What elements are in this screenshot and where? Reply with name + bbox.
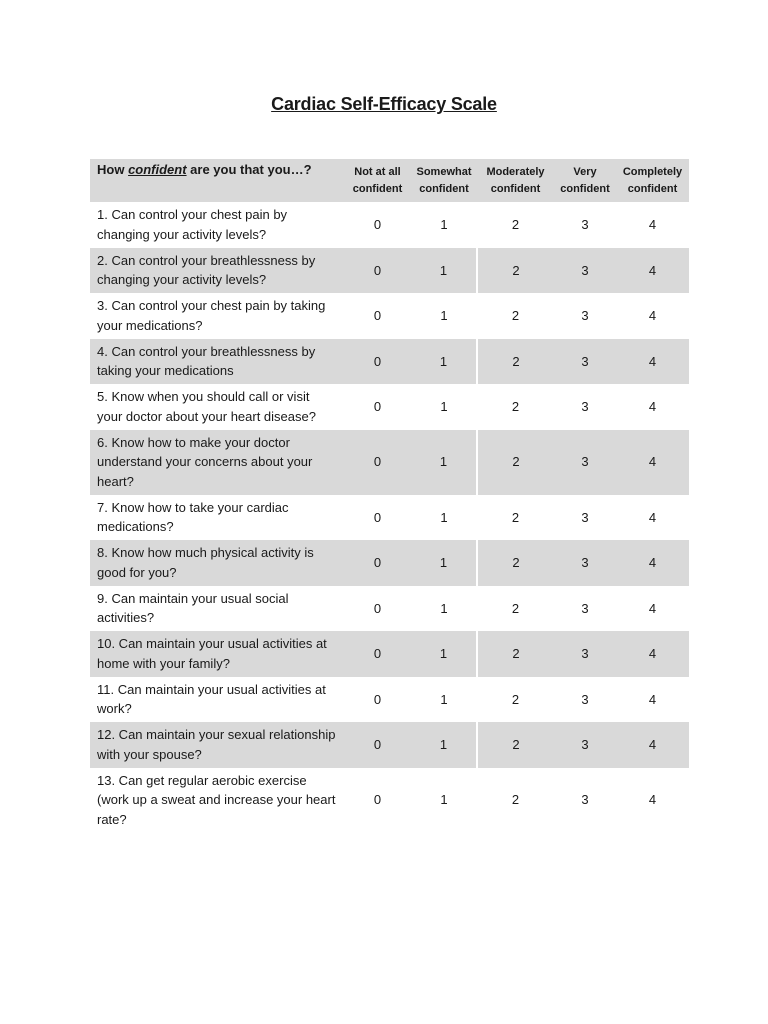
score-somewhat: 1 <box>411 248 477 294</box>
score-not-at-all: 0 <box>344 540 411 586</box>
option-header-completely: Completely confident <box>616 159 689 202</box>
score-very: 3 <box>581 217 589 232</box>
score-not-at-all: 0 <box>373 792 382 808</box>
score-somewhat: 1 <box>440 509 448 525</box>
table-row <box>90 495 689 541</box>
score-not-at-all: 0 <box>373 600 382 616</box>
item-text: 13. Can get regular aerobic exercise (work up a sweat and increase your heart rate? <box>97 772 336 827</box>
table-row <box>90 722 689 768</box>
table-row <box>90 768 689 833</box>
score-moderately: 2 <box>477 339 554 385</box>
score-somewhat: 1 <box>440 217 448 232</box>
item-text: 4. Can control your breathlessness by taking your medications <box>90 339 344 385</box>
question-suffix: are you that you…? <box>186 162 312 177</box>
table-row <box>90 339 689 385</box>
score-completely: 4 <box>648 399 657 414</box>
table-row <box>90 430 689 495</box>
score-moderately: 2 <box>477 722 554 768</box>
option-header-moderately: Moderately confident <box>477 159 554 202</box>
table-header-row <box>90 159 689 202</box>
score-moderately: 2 <box>511 792 520 808</box>
item-text: 3. Can control your chest pain by taking your medications? <box>97 298 326 333</box>
score-moderately: 2 <box>477 430 554 495</box>
score-not-at-all: 0 <box>373 509 382 525</box>
question-prefix: How <box>97 162 129 177</box>
score-moderately: 2 <box>511 399 520 414</box>
score-moderately: 2 <box>477 631 554 677</box>
score-moderately: 2 <box>511 509 520 525</box>
score-very: 3 <box>554 248 616 294</box>
score-very: 3 <box>554 540 616 586</box>
page-title: Cardiac Self-Efficacy Scale <box>271 94 497 114</box>
score-not-at-all: 0 <box>373 691 382 707</box>
score-not-at-all: 0 <box>344 631 411 677</box>
score-very: 3 <box>581 399 589 414</box>
score-very: 3 <box>581 509 589 525</box>
score-very: 3 <box>581 792 589 808</box>
score-very: 3 <box>581 600 589 616</box>
score-moderately: 2 <box>477 540 554 586</box>
score-completely: 4 <box>616 339 689 385</box>
score-somewhat: 1 <box>440 308 448 323</box>
option-header-very: Very confident <box>554 159 616 202</box>
score-very: 3 <box>554 339 616 385</box>
score-moderately: 2 <box>511 217 520 232</box>
item-text: 8. Know how much physical activity is good for you? <box>90 540 344 586</box>
question-emphasis: confident <box>128 162 187 177</box>
score-very: 3 <box>581 308 589 323</box>
item-text: 1. Can control your chest pain by changing your activity levels? <box>97 207 288 242</box>
score-somewhat: 1 <box>411 430 477 495</box>
score-not-at-all: 0 <box>373 308 382 323</box>
item-text: 9. Can maintain your usual social activities? <box>97 590 289 626</box>
item-text: 12. Can maintain your sexual relationship with your spouse? <box>90 722 344 768</box>
table-row <box>90 248 689 294</box>
score-somewhat: 1 <box>411 722 477 768</box>
table-row <box>90 293 689 339</box>
score-somewhat: 1 <box>440 792 448 808</box>
score-not-at-all: 0 <box>344 722 411 768</box>
item-text: 10. Can maintain your usual activities at home with your family? <box>90 631 344 677</box>
item-text: 6. Know how to make your doctor understand your concerns about your heart? <box>90 430 344 495</box>
table-row <box>90 677 689 723</box>
score-not-at-all: 0 <box>344 248 411 294</box>
table-row <box>90 384 689 430</box>
score-completely: 4 <box>648 600 657 616</box>
score-not-at-all: 0 <box>344 430 411 495</box>
score-completely: 4 <box>616 248 689 294</box>
item-text: 7. Know how to take your cardiac medications? <box>97 499 289 535</box>
item-text: 5. Know when you should call or visit your doctor about your heart disease? <box>97 389 316 424</box>
score-not-at-all: 0 <box>344 339 411 385</box>
option-header-not-at-all: Not at all confident <box>344 159 411 202</box>
table-row <box>90 586 689 632</box>
score-very: 3 <box>554 631 616 677</box>
score-somewhat: 1 <box>411 339 477 385</box>
score-completely: 4 <box>648 308 657 323</box>
score-completely: 4 <box>648 509 657 525</box>
score-completely: 4 <box>616 722 689 768</box>
score-very: 3 <box>554 722 616 768</box>
item-text: 2. Can control your breathlessness by changing your activity levels? <box>90 248 344 294</box>
score-completely: 4 <box>648 691 657 707</box>
score-somewhat: 1 <box>411 631 477 677</box>
table-row <box>90 202 689 248</box>
score-completely: 4 <box>648 217 657 232</box>
score-moderately: 2 <box>511 600 520 616</box>
score-completely: 4 <box>648 792 657 808</box>
score-somewhat: 1 <box>440 691 448 707</box>
score-somewhat: 1 <box>440 600 448 616</box>
score-completely: 4 <box>616 631 689 677</box>
score-very: 3 <box>581 691 589 707</box>
score-completely: 4 <box>616 540 689 586</box>
question-column-header <box>90 159 344 202</box>
item-text: 11. Can maintain your usual activities at work? <box>97 681 326 717</box>
table-row <box>90 540 689 586</box>
score-moderately: 2 <box>477 248 554 294</box>
score-very: 3 <box>554 430 616 495</box>
score-somewhat: 1 <box>440 399 448 414</box>
table-row <box>90 631 689 677</box>
option-header-somewhat: Somewhat confident <box>411 159 477 202</box>
score-not-at-all: 0 <box>373 399 382 414</box>
self-efficacy-table <box>90 159 689 833</box>
score-completely: 4 <box>616 430 689 495</box>
score-somewhat: 1 <box>411 540 477 586</box>
score-moderately: 2 <box>511 308 520 323</box>
score-not-at-all: 0 <box>373 217 382 232</box>
score-moderately: 2 <box>511 691 520 707</box>
